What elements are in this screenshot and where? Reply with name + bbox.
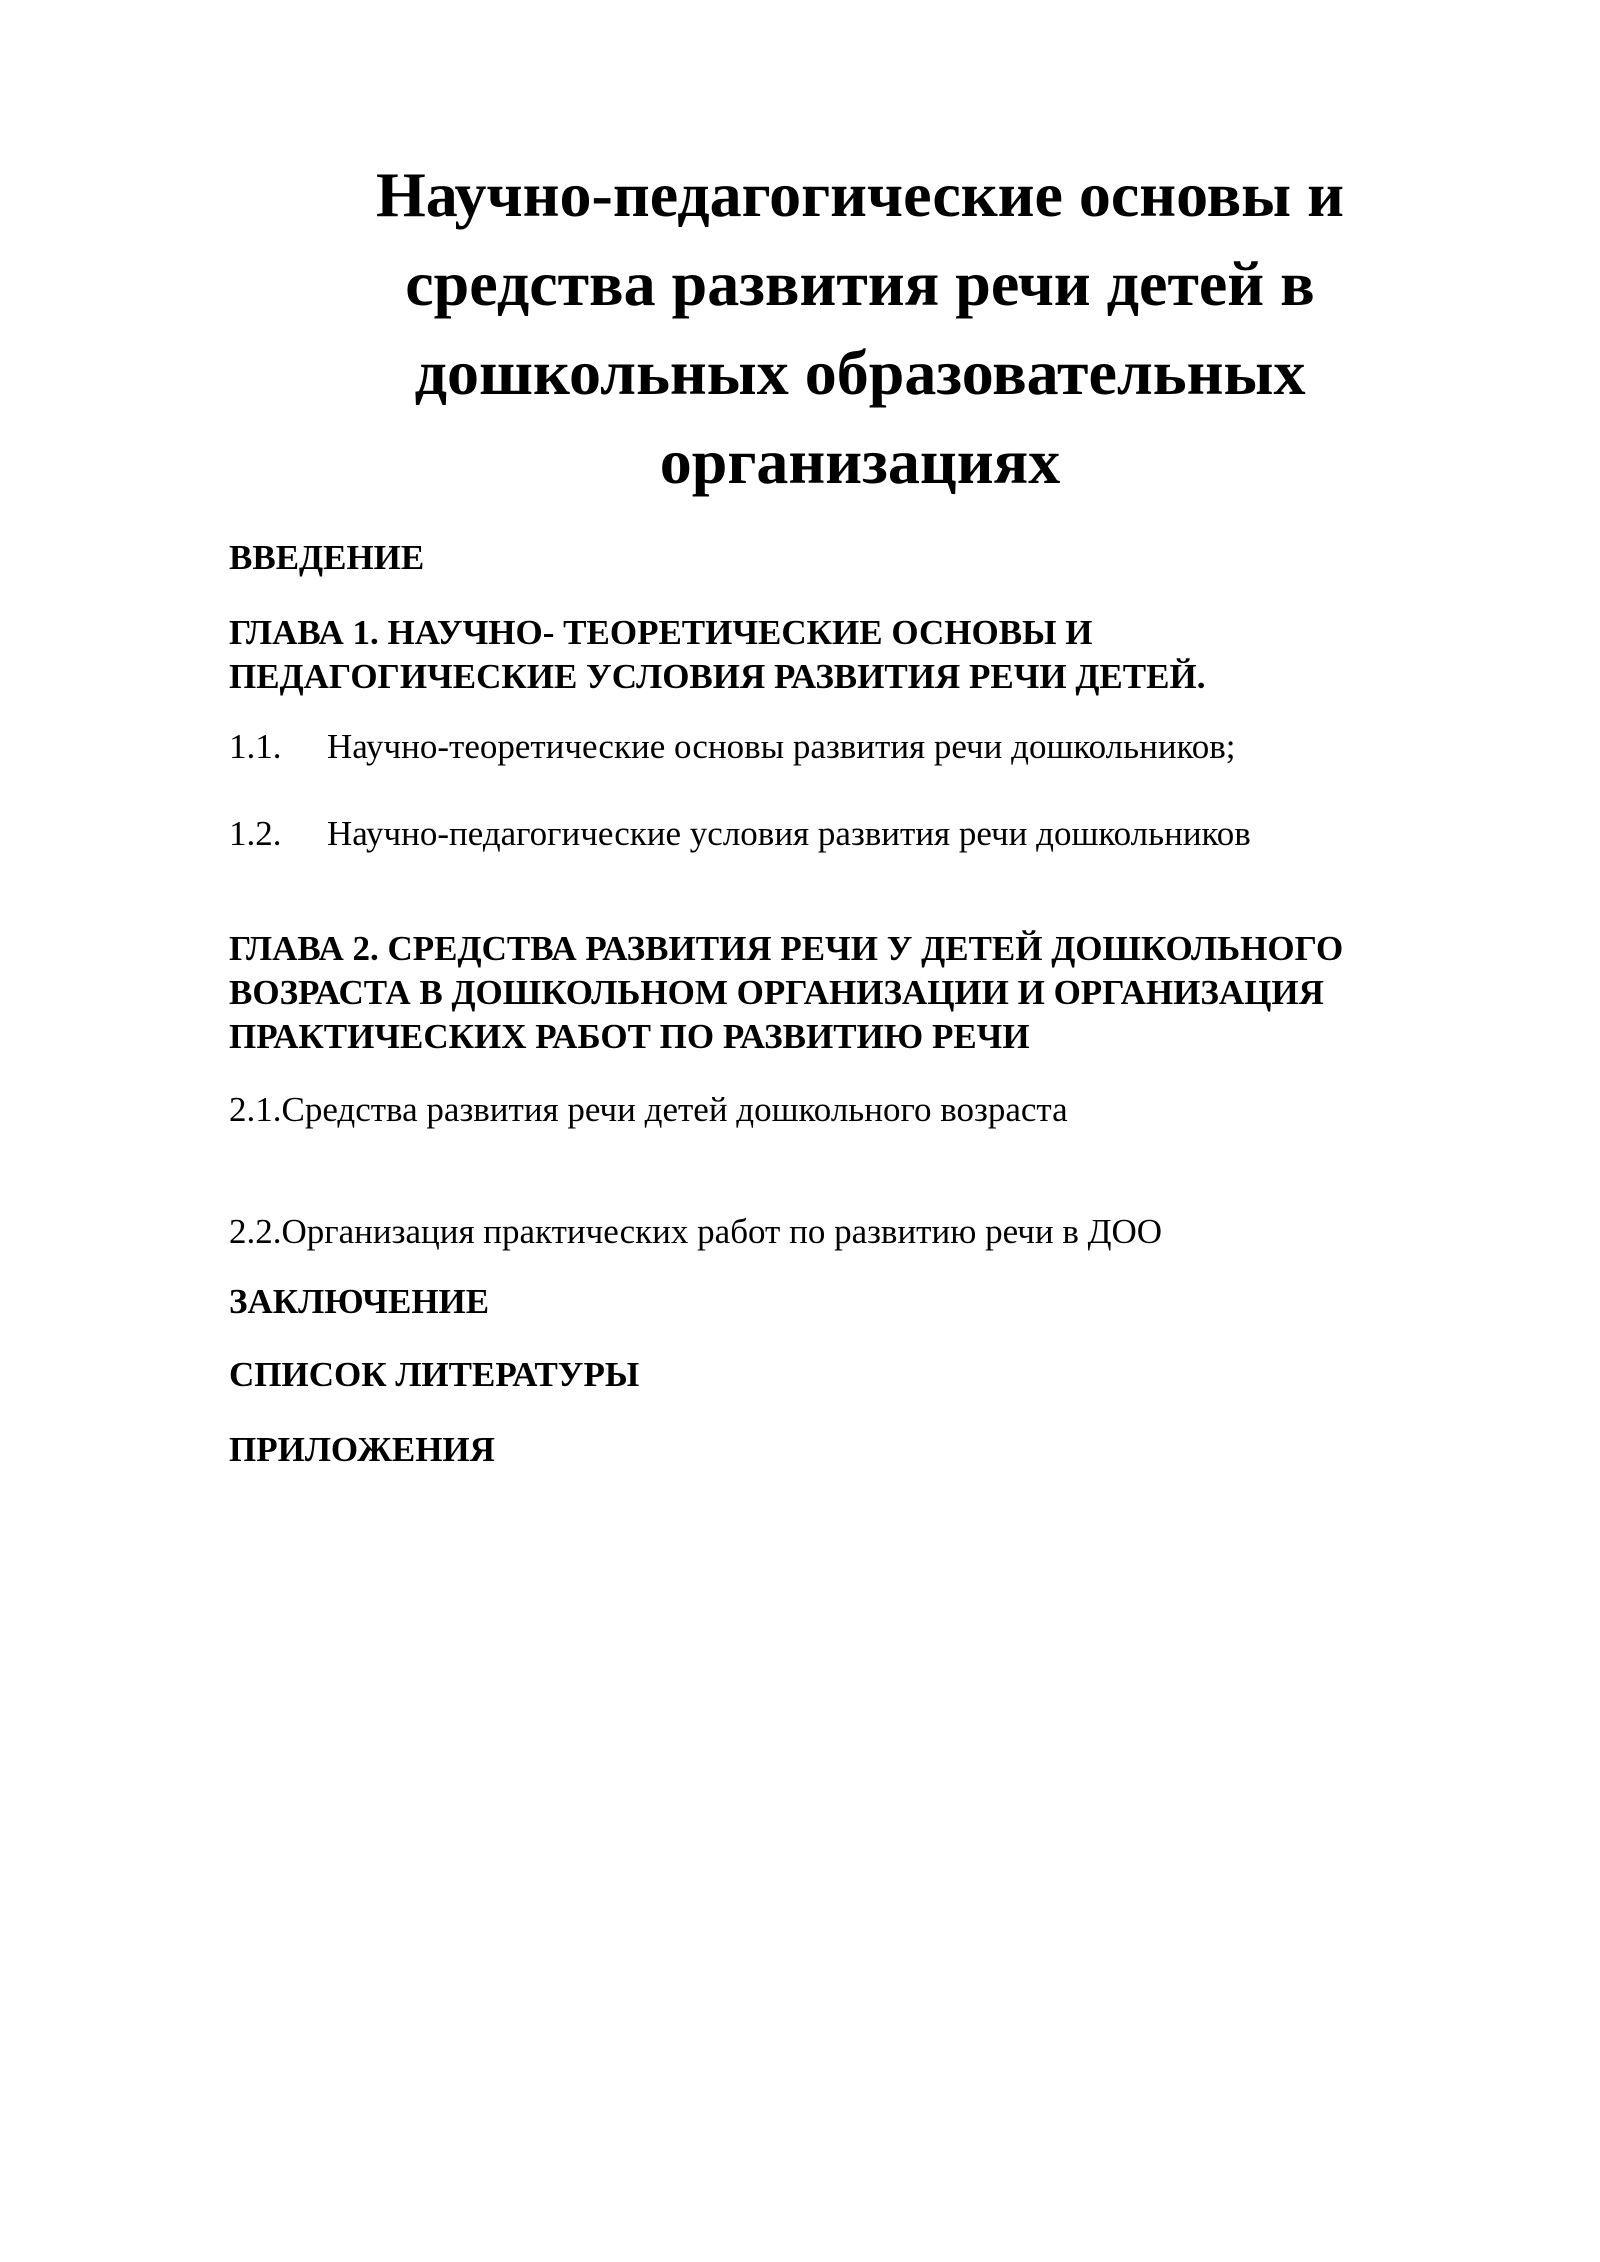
section-number: 2.1.	[229, 1090, 282, 1129]
toc-chapter-2-heading	[229, 927, 1343, 1059]
toc-references: СПИСОК ЛИТЕРАТУРЫ	[229, 1355, 640, 1394]
title-line: средства развития речи детей в	[405, 248, 1315, 319]
toc-section-2-2	[229, 1210, 1162, 1254]
title-line: организациях	[659, 426, 1061, 497]
toc-chapter-1-heading	[229, 611, 1205, 699]
title-line: дошкольных образовательных	[414, 337, 1306, 408]
chapter-2-line: ПРАКТИЧЕСКИХ РАБОТ ПО РАЗВИТИЮ РЕЧИ	[229, 1017, 1030, 1056]
toc-appendices: ПРИЛОЖЕНИЯ	[229, 1430, 495, 1469]
section-title: Организация практических работ по развитию речи в ДОО	[281, 1212, 1163, 1251]
title-line: Научно-педагогические основы и	[376, 159, 1344, 230]
chapter-2-line: ГЛАВА 2. СРЕДСТВА РАЗВИТИЯ РЕЧИ У ДЕТЕЙ ДОШКОЛЬНОГО	[229, 929, 1344, 968]
section-number: 1.2.	[229, 814, 282, 853]
section-title: Научно-педагогические условия развития речи дошкольников	[327, 814, 1251, 853]
toc-conclusion: ЗАКЛЮЧЕНИЕ	[229, 1282, 490, 1321]
chapter-1-line: ГЛАВА 1. НАУЧНО- ТЕОРЕТИЧЕСКИЕ ОСНОВЫ И	[229, 613, 1093, 652]
chapter-1-line: ПЕДАГОГИЧЕСКИЕ УСЛОВИЯ РАЗВИТИЯ РЕЧИ ДЕТЕЙ.	[229, 657, 1206, 696]
toc-introduction: ВВЕДЕНИЕ	[229, 538, 425, 577]
toc-section-1-1	[229, 725, 1236, 769]
toc-section-2-1	[229, 1088, 1068, 1132]
section-number: 1.1.	[229, 727, 282, 766]
toc-section-1-2	[229, 812, 1251, 856]
section-number: 2.2.	[229, 1212, 282, 1251]
section-title: Научно-теоретические основы развития речи дошкольников;	[327, 727, 1236, 766]
document-title	[300, 150, 1420, 506]
chapter-2-line: ВОЗРАСТА В ДОШКОЛЬНОМ ОРГАНИЗАЦИИ И ОРГАНИЗАЦИЯ	[229, 973, 1324, 1012]
section-title: Средства развития речи детей дошкольного возраста	[281, 1090, 1068, 1129]
